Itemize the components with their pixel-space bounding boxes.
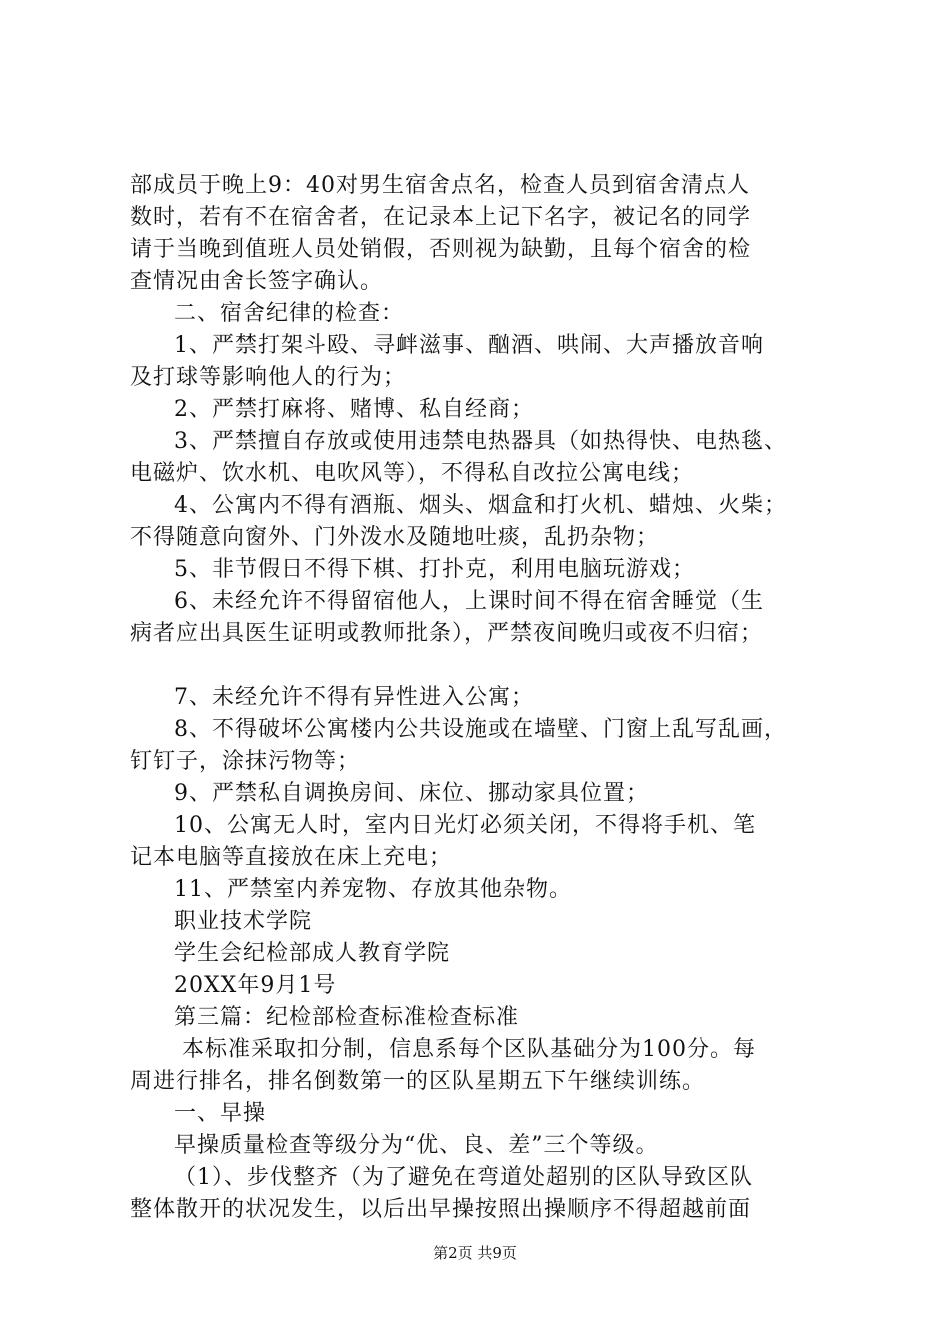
text-line: 学生会纪检部成人教育学院 [174, 941, 451, 966]
text-line: 本标准采取扣分制，信息系每个区队基础分为100分。每 [182, 1037, 756, 1062]
text-line: 2、严禁打麻将、赌博、私自经商； [174, 397, 534, 422]
text-line: 病者应出具医生证明或教师批条），严禁夜间晚归或夜不归宿； [130, 621, 764, 646]
text-line: 5、非节假日不得下棋、打扑克，利用电脑玩游戏； [174, 557, 695, 582]
text-line: 第三篇：纪检部检查标准检查标准 [174, 1005, 520, 1030]
text-line: 电磁炉、饮水机、电吹风等），不得私自改拉公寓电线； [130, 461, 695, 486]
text-line: 部成员于晚上9：40对男生宿舍点名，检查人员到宿舍清点人 [130, 173, 750, 198]
text-line: 1、严禁打架斗殴、寻衅滋事、酗酒、哄闹、大声播放音响 [174, 333, 764, 358]
text-line: 钉钉子，涂抹污物等； [130, 749, 361, 774]
text-line: 请于当晚到值班人员处销假，否则视为缺勤，且每个宿舍的检 [130, 237, 752, 262]
text-line: 及打球等影响他人的行为； [130, 365, 407, 390]
text-line: 不得随意向窗外、门外泼水及随地吐痰，乱扔杂物； [130, 525, 660, 550]
text-line: 10、公寓无人时，室内日光灯必须关闭，不得将手机、笔 [174, 813, 756, 838]
text-line: 数时，若有不在宿舍者，在记录本上记下名字，被记名的同学 [130, 205, 752, 230]
text-line: 查情况由舍长签字确认。 [130, 269, 384, 294]
text-line: 3、严禁擅自存放或使用违禁电热器具（如热得快、电热毯、 [174, 429, 787, 454]
document-body [130, 170, 840, 1226]
blank-line [130, 650, 840, 682]
text-line: 周进行排名，排名倒数第一的区队星期五下午继续训练。 [130, 1069, 706, 1094]
text-line: 职业技术学院 [174, 909, 313, 934]
text-line: 6、未经允许不得留宿他人，上课时间不得在宿舍睡觉（生 [174, 589, 764, 614]
text-line: 8、不得破坏公寓楼内公共设施或在墙壁、门窗上乱写乱画， [174, 717, 787, 742]
text-line: 7、未经允许不得有异性进入公寓； [174, 685, 534, 710]
text-line: 4、公寓内不得有酒瓶、烟头、烟盒和打火机、蜡烛、火柴； [174, 493, 787, 518]
text-line: 20XX年9月1号 [174, 973, 337, 998]
text-line: 9、严禁私自调换房间、床位、挪动家具位置； [174, 781, 649, 806]
text-line: 记本电脑等直接放在床上充电； [130, 845, 453, 870]
text-line: 11、严禁室内养宠物、存放其他杂物。 [174, 877, 572, 902]
text-line: （1）、步伐整齐（为了避免在弯道处超别的区队导致区队 [174, 1165, 753, 1190]
text-line: 一、早操 [174, 1101, 267, 1126]
text-line: 早操质量检查等级分为“优、良、差”三个等级。 [174, 1133, 659, 1158]
text-line: 二、宿舍纪律的检查： [174, 301, 405, 326]
text-line: 整体散开的状况发生，以后出早操按照出操顺序不得超越前面 [130, 1197, 752, 1222]
page-number-footer: 第2页 共9页 [433, 1244, 517, 1262]
